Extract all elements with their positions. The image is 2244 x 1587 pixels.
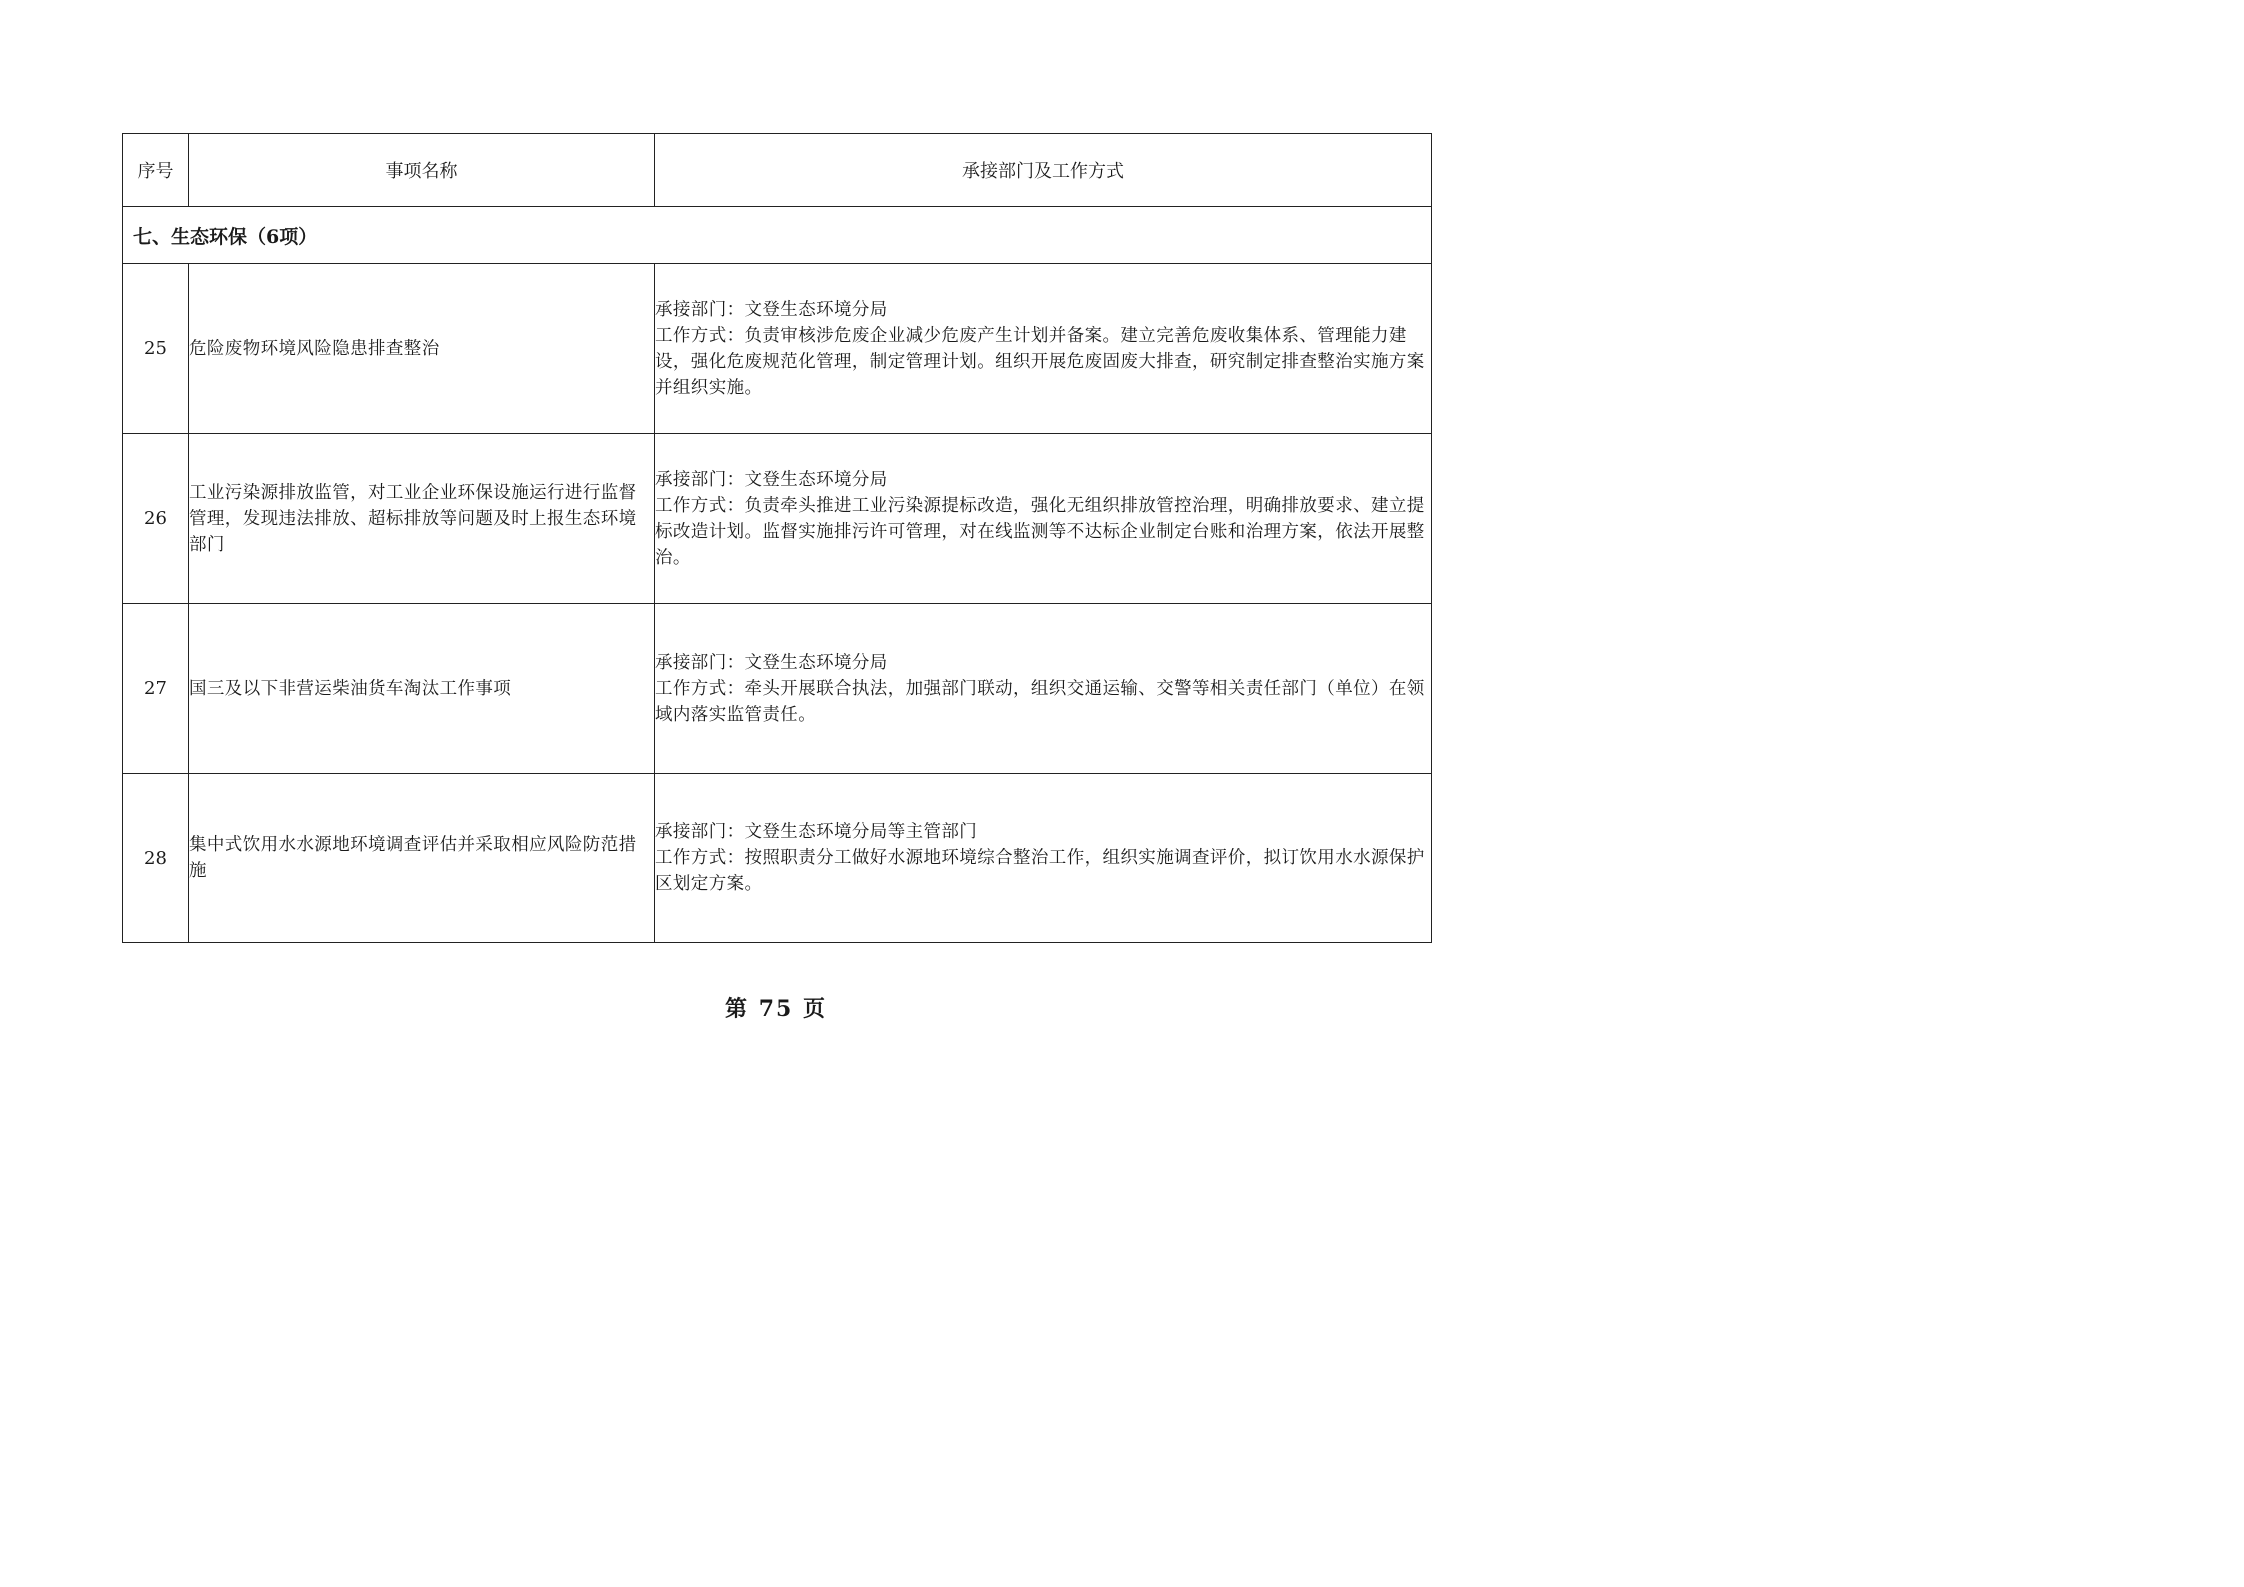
page-number: 第 75 页 xyxy=(725,996,827,1022)
row-dept-cell xyxy=(655,264,1432,434)
row-method-line: 工作方式：牵头开展联合执法，加强部门联动，组织交通运输、交警等相关责任部门（单位）在领域内落实监管责任。 xyxy=(655,678,1425,725)
header-dept: 承接部门及工作方式 xyxy=(655,134,1432,207)
row-seq: 26 xyxy=(123,434,189,604)
row-dept-line: 承接部门：文登生态环境分局 xyxy=(655,299,888,320)
row-method-line: 工作方式：按照职责分工做好水源地环境综合整治工作，组织实施调查评价，拟订饮用水水源保护区划定方案。 xyxy=(655,848,1425,894)
row-dept-cell xyxy=(655,774,1432,943)
row-seq: 27 xyxy=(123,604,189,774)
row-method-line: 工作方式：负责审核涉危废企业减少危废产生计划并备案。建立完善危废收集体系、管理能力建设，强化危废规范化管理，制定管理计划。组织开展危废固废大排查，研究制定排查整治实施方案并组织实施。 xyxy=(655,325,1425,398)
row-dept-cell xyxy=(655,434,1432,604)
table-row xyxy=(123,264,1432,434)
row-name: 危险废物环境风险隐患排查整治 xyxy=(189,264,655,434)
table-row xyxy=(123,604,1432,774)
row-dept-line: 承接部门：文登生态环境分局 xyxy=(655,652,888,673)
table-row xyxy=(123,434,1432,604)
table-row xyxy=(123,774,1432,943)
row-dept-line: 承接部门：文登生态环境分局等主管部门 xyxy=(655,822,978,842)
row-seq: 25 xyxy=(123,264,189,434)
matters-table xyxy=(122,133,1432,943)
row-method-line: 工作方式：负责牵头推进工业污染源提标改造，强化无组织排放管控治理，明确排放要求、建立提标改造计划。监督实施排污许可管理，对在线监测等不达标企业制定台账和治理方案，依法开展整治。 xyxy=(655,495,1425,568)
row-seq: 28 xyxy=(123,774,189,943)
row-name: 工业污染源排放监管，对工业企业环保设施运行进行监督管理，发现违法排放、超标排放等问题及时上报生态环境部门 xyxy=(189,434,655,604)
section-row xyxy=(123,207,1432,264)
row-dept-cell xyxy=(655,604,1432,774)
section-title: 七、生态环保（6项） xyxy=(123,207,1432,264)
row-name: 国三及以下非营运柴油货车淘汰工作事项 xyxy=(189,604,655,774)
row-name: 集中式饮用水水源地环境调查评估并采取相应风险防范措施 xyxy=(189,774,655,943)
header-seq: 序号 xyxy=(123,134,189,207)
row-dept-line: 承接部门：文登生态环境分局 xyxy=(655,469,888,490)
table-header-row xyxy=(123,134,1432,207)
header-name: 事项名称 xyxy=(189,134,655,207)
